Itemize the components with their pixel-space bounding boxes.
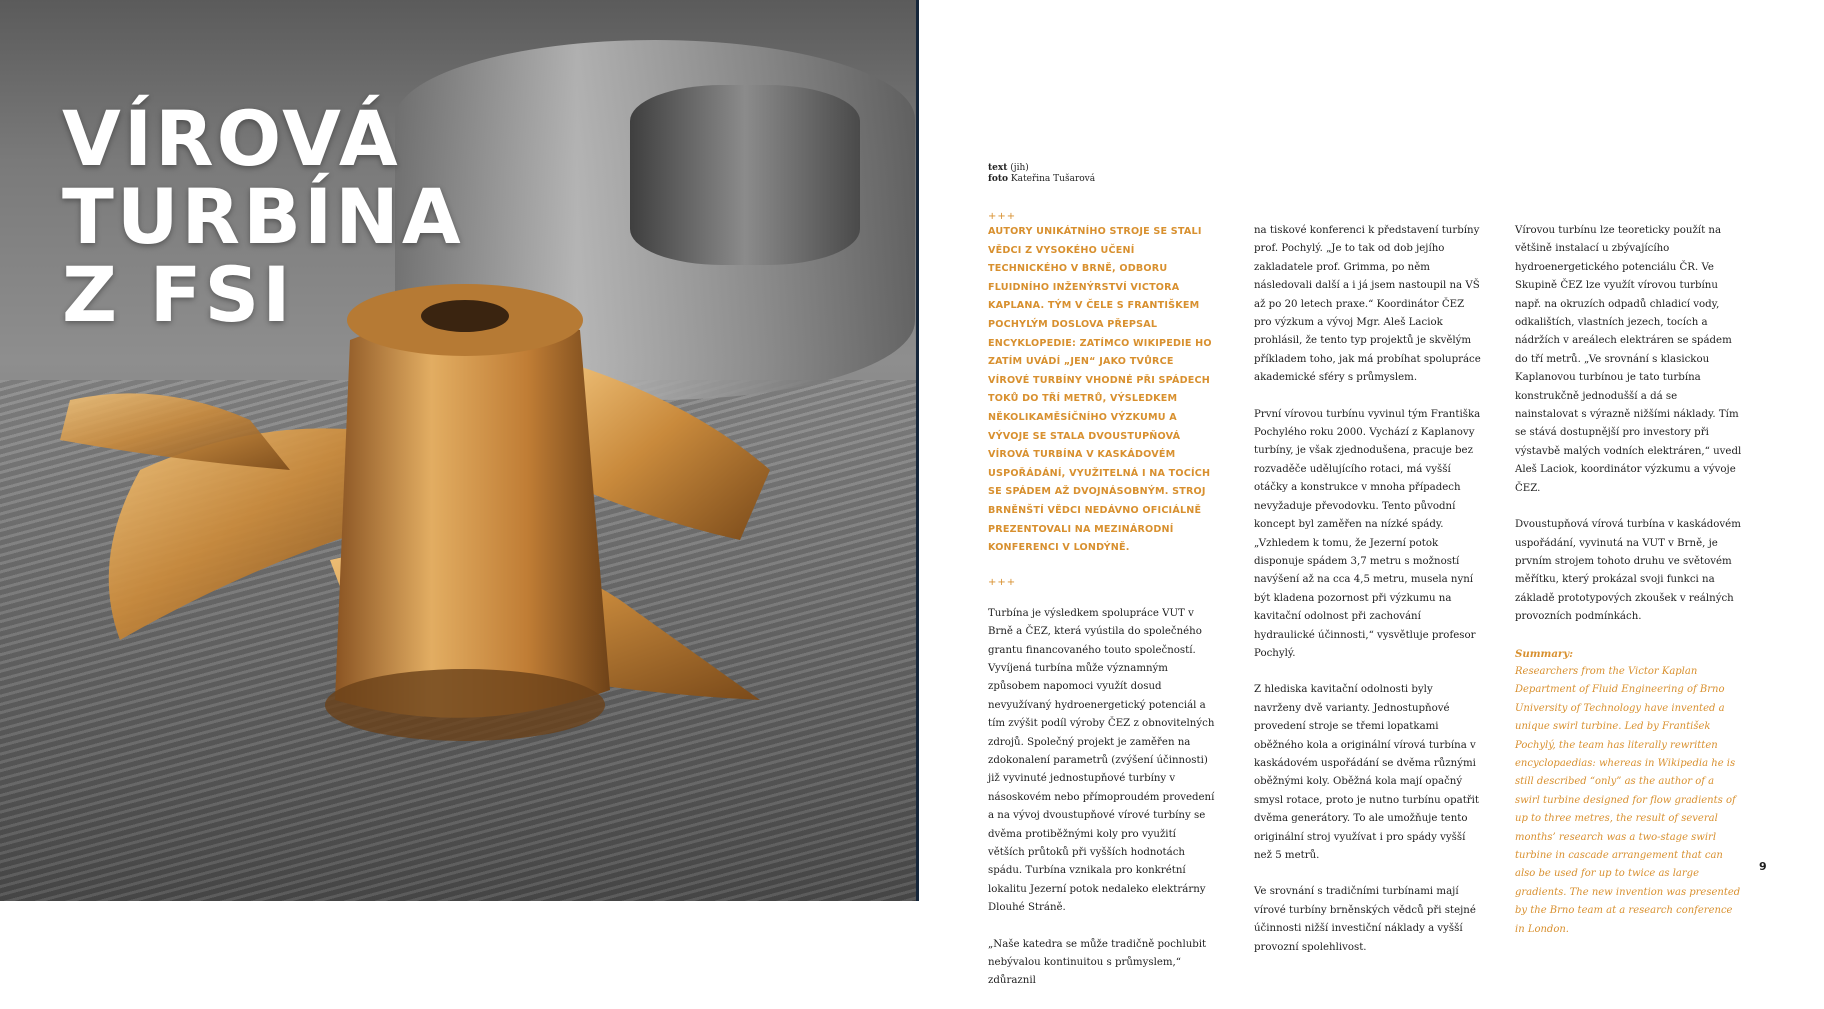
turbine-photo bbox=[0, 0, 916, 901]
page-number: 9 bbox=[1759, 860, 1767, 873]
lead-marker-bottom: +++ bbox=[988, 576, 1017, 588]
text-column-3 bbox=[1515, 222, 1742, 957]
credit-photo-line bbox=[988, 174, 1095, 185]
page-gutter bbox=[916, 0, 919, 901]
credit-photo-label: foto bbox=[988, 174, 1009, 184]
credit-text-value: (jih) bbox=[1010, 163, 1029, 173]
text-column-2 bbox=[1254, 222, 1481, 975]
summary-text: Researchers from the Victor Kaplan Department of Fluid Engineering of Brno University of Technology have invented a unique swirl turbine. Led by František Pochylý, the team has literally rewritten encyclopaedias: whereas in Wikipedia he is still described “only” as the author of a swirl turbine designed for flow gradients of up to three metres, the result of several months’ research was a two-stage swirl turbine in cascade arrangement that can also be used for up to twice as large gradients. The new invention was presented by the Brno team at a research conference in London. bbox=[1515, 665, 1741, 935]
article-credits bbox=[988, 163, 1095, 185]
headline-line-3: Z FSI bbox=[62, 250, 294, 339]
body-paragraph-3: na tiskové konferenci k představení turbíny prof. Pochylý. „Je to tak od dob jejího zakladatele prof. Grimma, po něm následovali další a i já jsem nastoupil na VŠ až po 20 letech praxe.“ Koordinátor ČEZ pro výzkum a vývoj Mgr. Aleš Laciok prohlásil, že tento typ projektů je skvělým příkladem toho, jak má probíhat spolupráce akademické sféry s průmyslem. bbox=[1254, 225, 1481, 384]
credit-text-label: text bbox=[988, 163, 1008, 173]
body-paragraph-8: Dvoustupňová vírová turbína v kaskádovém uspořádání, vyvinutá na VUT v Brně, je prvním strojem tohoto druhu ve světovém měřítku, který prokázal svoji funkci na základě prototypových zkoušek v reálných provozních podmínkách. bbox=[1515, 519, 1741, 623]
body-paragraph-7: Vírovou turbínu lze teoreticky použít na většině instalací u zbývajícího hydroenergetického potenciálu ČR. Ve Skupině ČEZ lze využít vírovou turbínu např. na okruzích odpadů chladicí vody, odkalištích, vlastních jezech, tocích a nádržích v areálech elektráren se spádem do tří metrů. „Ve srovnání s klasickou Kaplanovou turbínou je tato turbína konstrukčně jednodušší a dá se nainstalovat s výrazně nižšími náklady. Tím se stává dostupnější pro investory při výstavbě malých vodních elektráren,“ uvedl Aleš Laciok, koordinátor výzkumu a vývoje ČEZ. bbox=[1515, 225, 1742, 494]
summary-heading: Summary: bbox=[1515, 647, 1573, 660]
headline-line-2: TURBÍNA bbox=[62, 172, 464, 261]
body-paragraph-2: „Naše katedra se může tradičně pochlubit nebývalou kontinuitou s průmyslem,“ zdůraznil bbox=[988, 938, 1207, 987]
lead-paragraph: AUTORY UNIKÁTNÍHO STROJE SE STALI VĚDCI Z VYSOKÉHO UČENÍ TECHNICKÉHO V BRNĚ, ODBORU FLUIDNÍHO INŽENÝRSTVÍ VICTORA KAPLANA. TÝM V ČELE S FRANTIŠKEM POCHYLÝM DOSLOVA PŘEPSAL ENCYKLOPEDIE: ZATÍMCO WIKIPEDIE HO ZATÍM UVÁDÍ „JEN“ JAKO TVŮRCE VÍROVÉ TURBÍNY VHODNÉ PŘI SPÁDECH TOKŮ DO TŘÍ METRŮ, VÝSLEDKEM NĚKOLIKAMĚSÍČNÍHO VÝZKUMU A VÝVOJE SE STALA DVOUSTUPŇOVÁ VÍROVÁ TURBÍNA V KASKÁDOVÉM USPOŘÁDÁNÍ, VYUŽITELNÁ I NA TOCÍCH SE SPÁDEM AŽ DVOJNÁSOBNÝM. STROJ BRNĚNŠTÍ VĚDCI NEDÁVNO OFICIÁLNĚ PREZENTOVALI NA MEZINÁRODNÍ KONFERENCI V LONDÝNĚ. bbox=[988, 226, 1212, 554]
body-paragraph-6: Ve srovnání s tradičními turbínami mají vírové turbíny brněnských vědců při stejné účinnosti nižší investiční náklady a vyšší provozní spolehlivost. bbox=[1254, 886, 1476, 953]
body-paragraph-1: Turbína je výsledkem spolupráce VUT v Brně a ČEZ, která vyústila do společného grantu financovaného touto společností. Vyvíjená turbína může významným způsobem napomoci využít dosud nevyužívaný hydroenergetický potenciál a tím zvýšit podíl výroby ČEZ z obnovitelných zdrojů. Společný projekt je zaměřen na zdokonalení parametrů (zvýšení účinnosti) již vyvinuté jednostupňové turbíny v násoskovém nebo přímoproudém provedení a na vývoj dvoustupňové vírové turbíny se dvěma protiběžnými koly pro využití větších průtoků při vyšších hodnotách spádu. Turbína vznikala pro konkrétní lokalitu Jezerní potok nedaleko elektrárny Dlouhé Stráně. bbox=[988, 607, 1215, 914]
text-column-1 bbox=[988, 210, 1215, 1009]
article-headline bbox=[62, 94, 464, 339]
headline-line-1: VÍROVÁ bbox=[62, 94, 401, 183]
body-paragraph-5: Z hlediska kavitační odolnosti byly navrženy dvě varianty. Jednostupňové provedení stroje se třemi lopatkami oběžného kola a originální vírová turbína v kaskádovém uspořádání se dvěma různými oběžnými koly. Oběžná kola mají opačný smysl rotace, proto je nutno turbínu opatřit dvěma generátory. To ale umožňuje tento originální stroj využívat i pro spády vyšší než 5 metrů. bbox=[1254, 684, 1480, 861]
credit-photo-value: Kateřina Tušarová bbox=[1010, 174, 1096, 184]
credit-text-line bbox=[988, 163, 1095, 174]
body-paragraph-4: První vírovou turbínu vyvinul tým Františka Pochylého roku 2000. Vychází z Kaplanovy turbíny, je však zjednodušena, pracuje bez rozvaděče udělujícího rotaci, má vyšší otáčky a konstrukce v mnoha případech nevyžaduje převodovku. Tento původní koncept byl zaměřen na nízké spády. „Vzhledem k tomu, že Jezerní potok disponuje spádem 3,7 metru s možností navýšení až na cca 4,5 metru, musela nyní být kladena pozornost při výzkumu na kavitační odolnost při zachování hydraulické účinnosti,“ vysvětluje profesor Pochylý. bbox=[1254, 408, 1481, 659]
lead-marker-top: +++ bbox=[988, 211, 1017, 222]
